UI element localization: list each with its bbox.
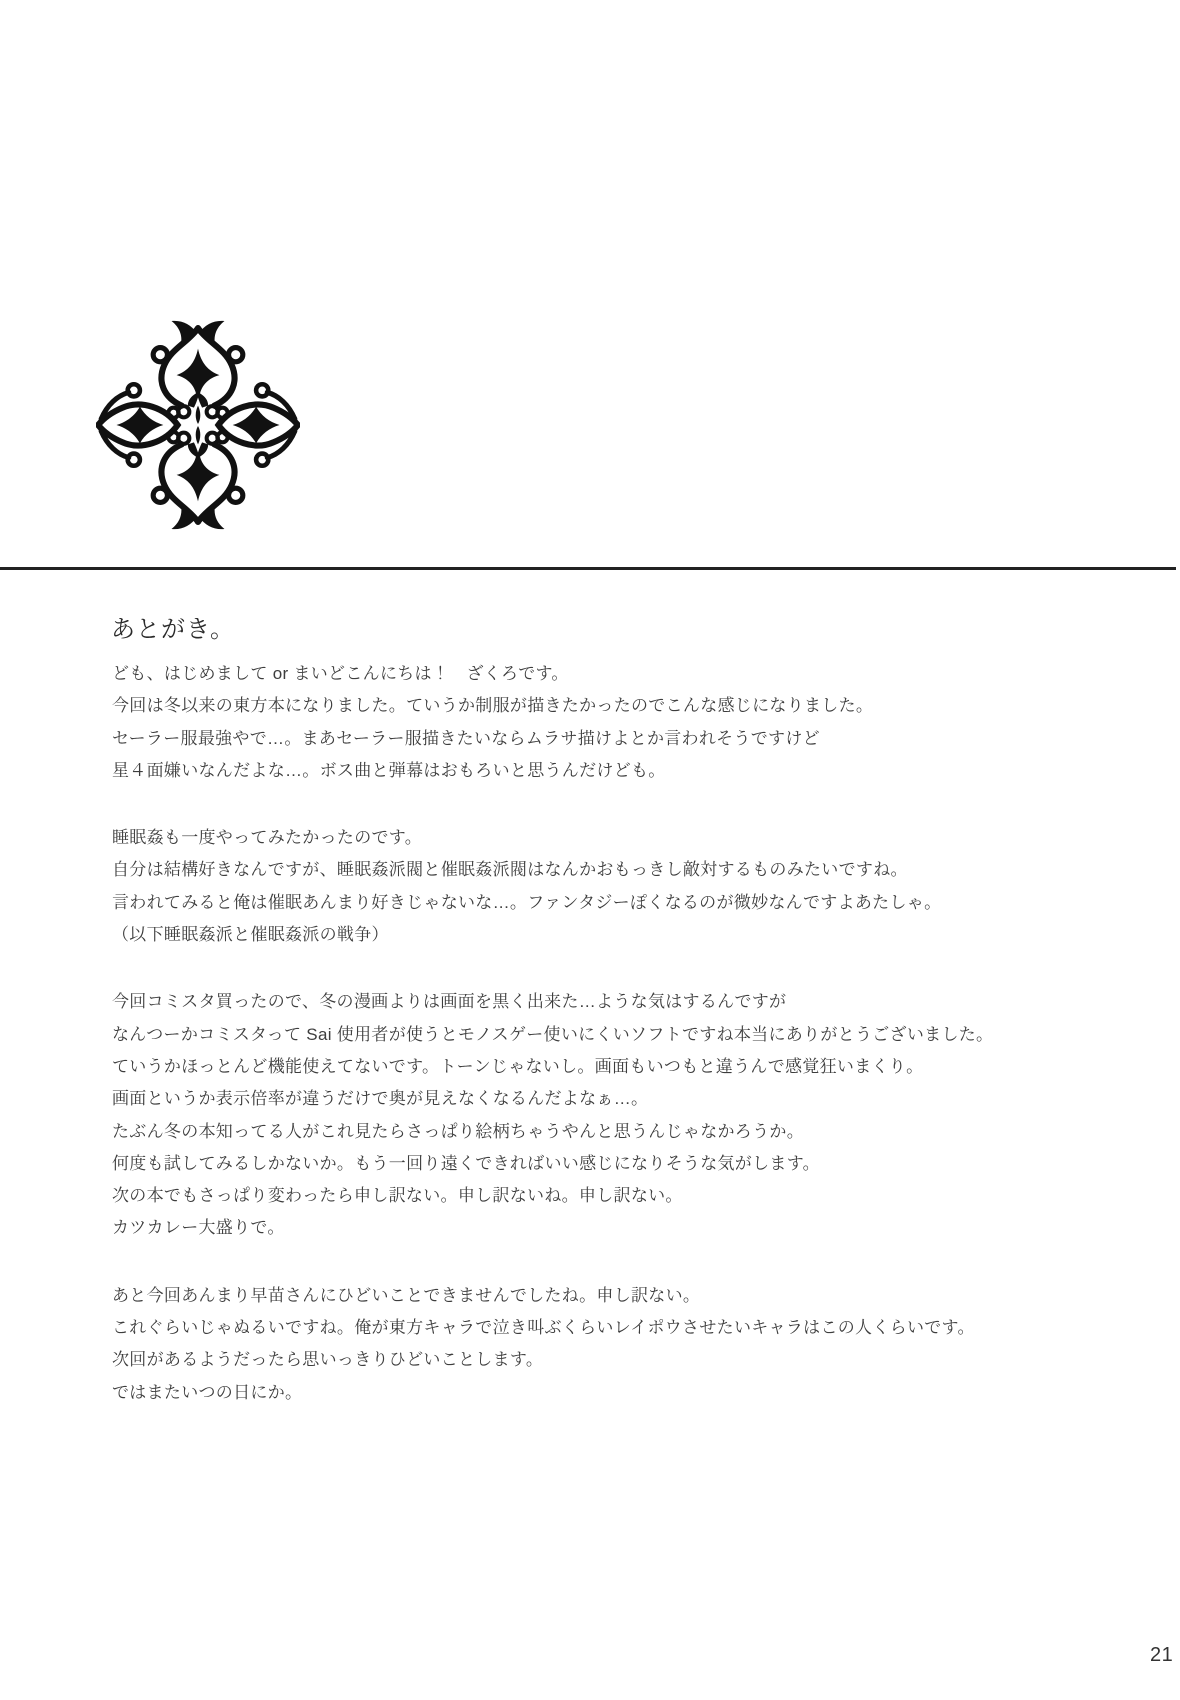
text-line: 画面というか表示倍率が違うだけで奥が見えなくなるんだよなぁ…。	[112, 1089, 649, 1109]
text-line: カツカレー大盛りで。	[112, 1218, 285, 1238]
text-line: ではまたいつの日にか。	[112, 1382, 303, 1402]
text-line: 次の本でもさっぱり変わったら申し訳ない。申し訳ないね。申し訳ない。	[112, 1186, 683, 1206]
text-line: 次回があるようだったら思いっきりひどいことします。	[112, 1350, 544, 1370]
text-line: あと今回あんまり早苗さんにひどいことできませんでしたね。申し訳ない。	[112, 1285, 701, 1305]
paragraph-4	[112, 1280, 1122, 1409]
text-line: 今回コミスタ買ったので、冬の漫画よりは画面を黒く出来た…ような気はするんですが	[112, 992, 787, 1012]
page-title: あとがき。	[111, 616, 236, 643]
text-line: 言われてみると俺は催眠あんまり好きじゃないな…。ファンタジーぽくなるのが微妙なんですよあたしゃ。	[112, 892, 942, 912]
horizontal-divider	[0, 567, 1176, 570]
text-line: 星４面嫌いなんだよな…。ボス曲と弾幕はおもろいと思うんだけども。	[112, 760, 666, 780]
text-line: これぐらいじゃぬるいですね。俺が東方キャラで泣き叫ぶくらいレイポウさせたいキャラはこの人くらいです。	[112, 1318, 975, 1338]
text-line: ども、はじめまして or まいどこんにちは！ ざくろです。	[112, 664, 569, 683]
text-line: （以下睡眠姦派と催眠姦派の戦争）	[112, 925, 389, 945]
text-line: ていうかほっとんど機能使えてないです。トーンじゃないし。画面もいつもと違うんで感覚狂いまくり。	[112, 1056, 924, 1076]
paragraph-1	[112, 658, 1122, 787]
floral-cross-ornament-icon	[96, 318, 300, 532]
text-line: 睡眠姦も一度やってみたかったのです。	[112, 828, 423, 848]
afterword-text	[112, 658, 1122, 1409]
text-line: セーラー服最強やで…。まあセーラー服描きたいならムラサ描けよとか言われそうですけど	[112, 728, 820, 748]
paragraph-2	[112, 822, 1122, 951]
page-number: 21	[1150, 1644, 1174, 1666]
text-line: たぶん冬の本知ってる人がこれ見たらさっぱり絵柄ちゃうやんと思うんじゃなかろうか。	[112, 1121, 804, 1141]
text-line: 何度も試してみるしかないか。もう一回り遠くできればいい感じになりそうな気がします。	[112, 1153, 820, 1173]
paragraph-3	[112, 986, 1122, 1244]
text-line: 自分は結構好きなんですが、睡眠姦派閥と催眠姦派閥はなんかおもっきし敵対するものみたいですね。	[112, 860, 908, 880]
text-line: なんつーかコミスタって Sai 使用者が使うとモノスゲー使いにくいソフトですね本当にありがとうございました。	[112, 1024, 994, 1044]
text-line: 今回は冬以来の東方本になりました。ていうか制服が描きたかったのでこんな感じになりました。	[112, 696, 874, 716]
